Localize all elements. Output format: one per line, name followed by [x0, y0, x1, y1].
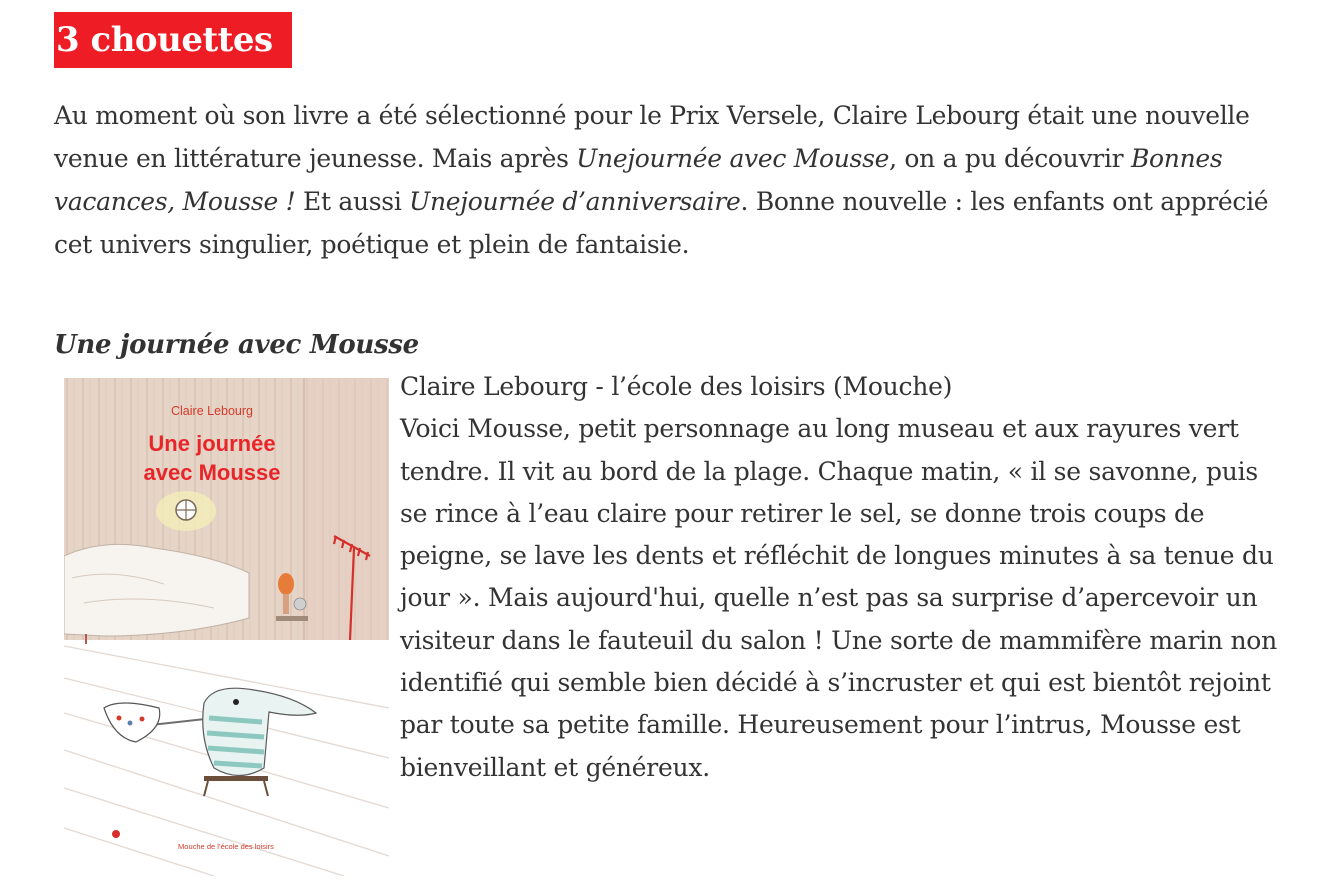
cover-title-line1: Une journée — [148, 431, 276, 456]
cover-publisher: Mouche de l’école des loisirs — [178, 842, 274, 851]
book-ref-title: Unejournée avec Mousse — [576, 144, 890, 173]
book-ref-title: Unejournée d’anniversaire — [409, 187, 741, 216]
book-description: Voici Mousse, petit personnage au long museau et aux rayures vert tendre. Il vit au bord de la plage. Chaque matin, « il se savonne, puis se rince à l’eau claire pour retirer le sel, se donne trois coups de peigne, se lave les dents et réfléchit de longues minutes à sa tenue du jour ». Mais aujourd'hui, quelle n’est pas sa surprise d’apercevoir un visiteur dans le fauteuil du salon ! Une sorte de mammifère marin non identifié qui semble bien décidé à s’incruster et qui est bientôt rejoint par toute sa petite famille. Heureusement pour l’intrus, Mousse est bienveillant et généreux. — [400, 414, 1277, 782]
cover-author: Claire Lebourg — [171, 404, 253, 418]
book-credits: Claire Lebourg - l’école des loisirs (Mouche) — [400, 372, 953, 401]
cover-title-line2: avec Mousse — [143, 460, 281, 485]
rating-badge: 3 chouettes — [54, 12, 292, 68]
book-review — [400, 366, 1280, 789]
book-ref-title: Bonnes vacances, Mousse ! — [54, 144, 1223, 216]
intro-paragraph: Au moment où son livre a été sélectionné pour le Prix Versele, Claire Lebourg était une nouvelle venue en littérature jeunesse. Mais après Unejournée avec Mousse, on a pu découvrir Bonnes vacances, Mousse ! Et aussi Unejournée d’anniversaire. Bonne nouvelle : les enfants ont apprécié cet univers singulier, poétique et plein de fantaisie. — [54, 101, 1269, 259]
book-cover-image — [64, 378, 389, 876]
window-illustration — [156, 491, 216, 531]
book-title: Une journée avec Mousse — [54, 330, 419, 360]
